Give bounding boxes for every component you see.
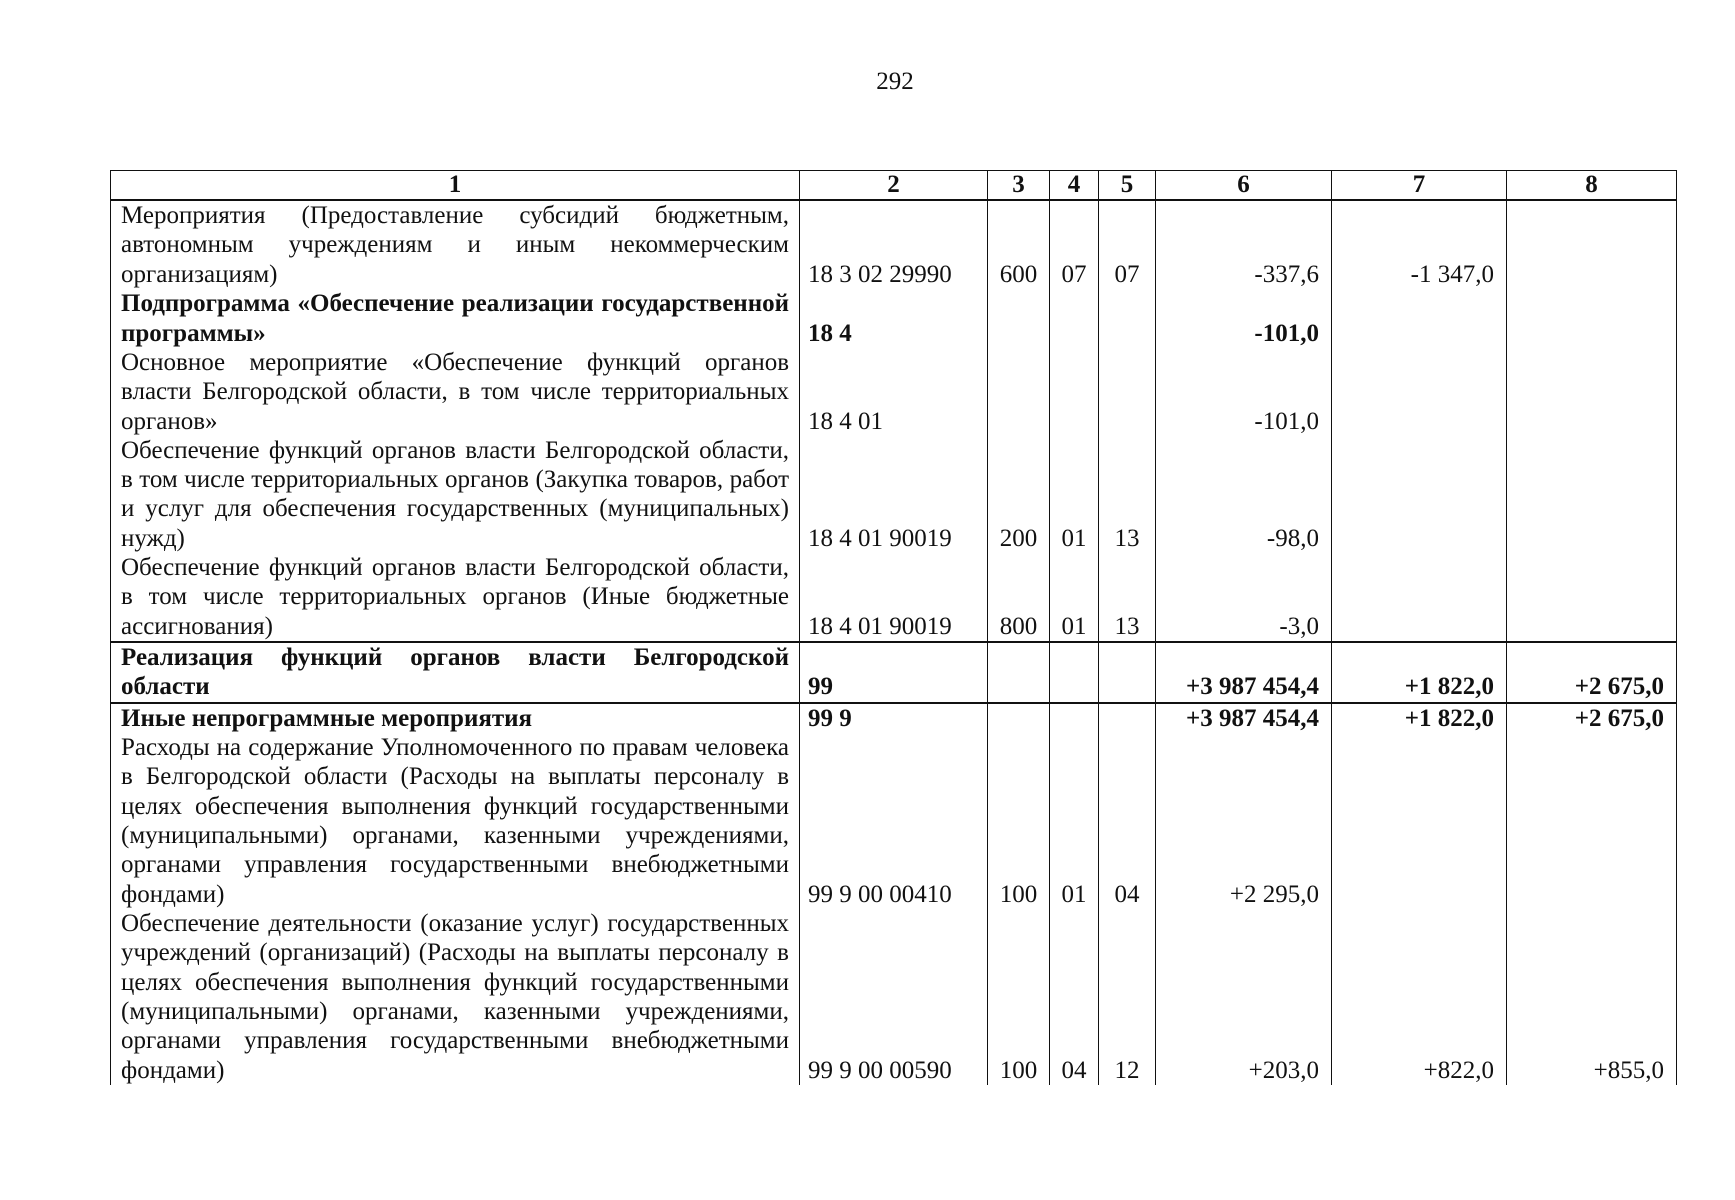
row-code: 18 4 01 90019 xyxy=(800,553,988,642)
row-col3 xyxy=(988,348,1050,436)
row-col8: +2 675,0 xyxy=(1507,703,1677,733)
row-description xyxy=(111,703,800,733)
row-description: Обеспечение деятельности (оказание услуг) государственных учреждений (организаций) (Расходы на выплаты персоналу в целях обеспечения выполнения функций государственными (муниципальными) органами, казенными учреждениями, органами управления государственными внебюджетными фондами) xyxy=(111,909,800,1085)
row-description: Мероприятия (Предоставление субсидий бюджетным, автономным учреждениям и иным некоммерческим организациям) xyxy=(111,200,800,289)
row-col3: 200 xyxy=(988,436,1050,553)
row-col5: 07 xyxy=(1099,200,1156,289)
header-cell: 8 xyxy=(1507,171,1677,201)
row-col8 xyxy=(1507,289,1677,348)
row-col4: 04 xyxy=(1050,909,1099,1085)
row-col7: +1 822,0 xyxy=(1332,703,1507,733)
row-col7 xyxy=(1332,436,1507,553)
row-col7 xyxy=(1332,553,1507,642)
header-cell: 7 xyxy=(1332,171,1507,201)
row-col6: -3,0 xyxy=(1156,553,1332,642)
table-row xyxy=(111,553,1677,642)
row-col6: +3 987 454,4 xyxy=(1156,642,1332,703)
row-col5: 12 xyxy=(1099,909,1156,1085)
header-cell: 4 xyxy=(1050,171,1099,201)
row-col5: 13 xyxy=(1099,436,1156,553)
row-col4 xyxy=(1050,289,1099,348)
header-cell: 2 xyxy=(800,171,988,201)
row-col3 xyxy=(988,703,1050,733)
row-col6: -101,0 xyxy=(1156,348,1332,436)
header-row xyxy=(111,171,1677,201)
table-row xyxy=(111,703,1677,733)
table-row xyxy=(111,909,1677,1085)
row-col6: -101,0 xyxy=(1156,289,1332,348)
row-col4: 07 xyxy=(1050,200,1099,289)
row-col4 xyxy=(1050,642,1099,703)
row-col5 xyxy=(1099,348,1156,436)
row-col3 xyxy=(988,289,1050,348)
table-row xyxy=(111,289,1677,348)
row-col4 xyxy=(1050,348,1099,436)
row-col3: 800 xyxy=(988,553,1050,642)
row-col3: 600 xyxy=(988,200,1050,289)
row-col5 xyxy=(1099,642,1156,703)
row-description-text: Иные непрограммные мероприятия xyxy=(121,704,533,732)
row-col8 xyxy=(1507,200,1677,289)
row-col7 xyxy=(1332,733,1507,909)
table-row xyxy=(111,200,1677,289)
header-cell: 1 xyxy=(111,171,800,201)
row-col7 xyxy=(1332,289,1507,348)
row-col8 xyxy=(1507,436,1677,553)
row-col8 xyxy=(1507,553,1677,642)
row-code: 99 9 00 00410 xyxy=(800,733,988,909)
row-description: Расходы на содержание Уполномоченного по правам человека в Белгородской области (Расходы на выплаты персоналу в целях обеспечения выполнения функций государственными (муниципальными) органами, казенными учреждениями, органами управления государственными внебюджетными фондами) xyxy=(111,733,800,909)
row-col8: +855,0 xyxy=(1507,909,1677,1085)
row-col8 xyxy=(1507,733,1677,909)
row-col5 xyxy=(1099,703,1156,733)
table-row xyxy=(111,642,1677,703)
header-cell: 5 xyxy=(1099,171,1156,201)
row-col5: 04 xyxy=(1099,733,1156,909)
row-col4 xyxy=(1050,703,1099,733)
row-code: 18 4 01 xyxy=(800,348,988,436)
row-col7 xyxy=(1332,348,1507,436)
row-code: 99 xyxy=(800,642,988,703)
table-row xyxy=(111,733,1677,909)
header-cell: 6 xyxy=(1156,171,1332,201)
row-col7: -1 347,0 xyxy=(1332,200,1507,289)
budget-table xyxy=(110,170,1677,1085)
row-col5 xyxy=(1099,289,1156,348)
row-col8 xyxy=(1507,348,1677,436)
row-description: Обеспечение функций органов власти Белгородской области, в том числе территориальных органов (Закупка товаров, работ и услуг для обеспечения государственных (муниципальных) нужд) xyxy=(111,436,800,553)
row-col8: +2 675,0 xyxy=(1507,642,1677,703)
header-cell: 3 xyxy=(988,171,1050,201)
row-col4: 01 xyxy=(1050,553,1099,642)
row-code: 18 4 xyxy=(800,289,988,348)
row-col6: +2 295,0 xyxy=(1156,733,1332,909)
row-col4: 01 xyxy=(1050,733,1099,909)
row-description: Реализация функций органов власти Белгородской области xyxy=(111,642,800,703)
row-col7: +822,0 xyxy=(1332,909,1507,1085)
row-col6: +3 987 454,4 xyxy=(1156,703,1332,733)
row-col6: -337,6 xyxy=(1156,200,1332,289)
row-code: 99 9 00 00590 xyxy=(800,909,988,1085)
row-description: Основное мероприятие «Обеспечение функций органов власти Белгородской области, в том числе территориальных органов» xyxy=(111,348,800,436)
table-row xyxy=(111,436,1677,553)
row-col3: 100 xyxy=(988,733,1050,909)
row-code: 99 9 xyxy=(800,703,988,733)
row-col3 xyxy=(988,642,1050,703)
row-code: 18 3 02 29990 xyxy=(800,200,988,289)
row-col7: +1 822,0 xyxy=(1332,642,1507,703)
table-row xyxy=(111,348,1677,436)
page-number: 292 xyxy=(876,68,914,95)
row-col3: 100 xyxy=(988,909,1050,1085)
row-col5: 13 xyxy=(1099,553,1156,642)
row-col4: 01 xyxy=(1050,436,1099,553)
row-col6: +203,0 xyxy=(1156,909,1332,1085)
row-description: Обеспечение функций органов власти Белгородской области, в том числе территориальных органов (Иные бюджетные ассигнования) xyxy=(111,553,800,642)
row-description: Подпрограмма «Обеспечение реализации государственной программы» xyxy=(111,289,800,348)
row-col6: -98,0 xyxy=(1156,436,1332,553)
row-code: 18 4 01 90019 xyxy=(800,436,988,553)
